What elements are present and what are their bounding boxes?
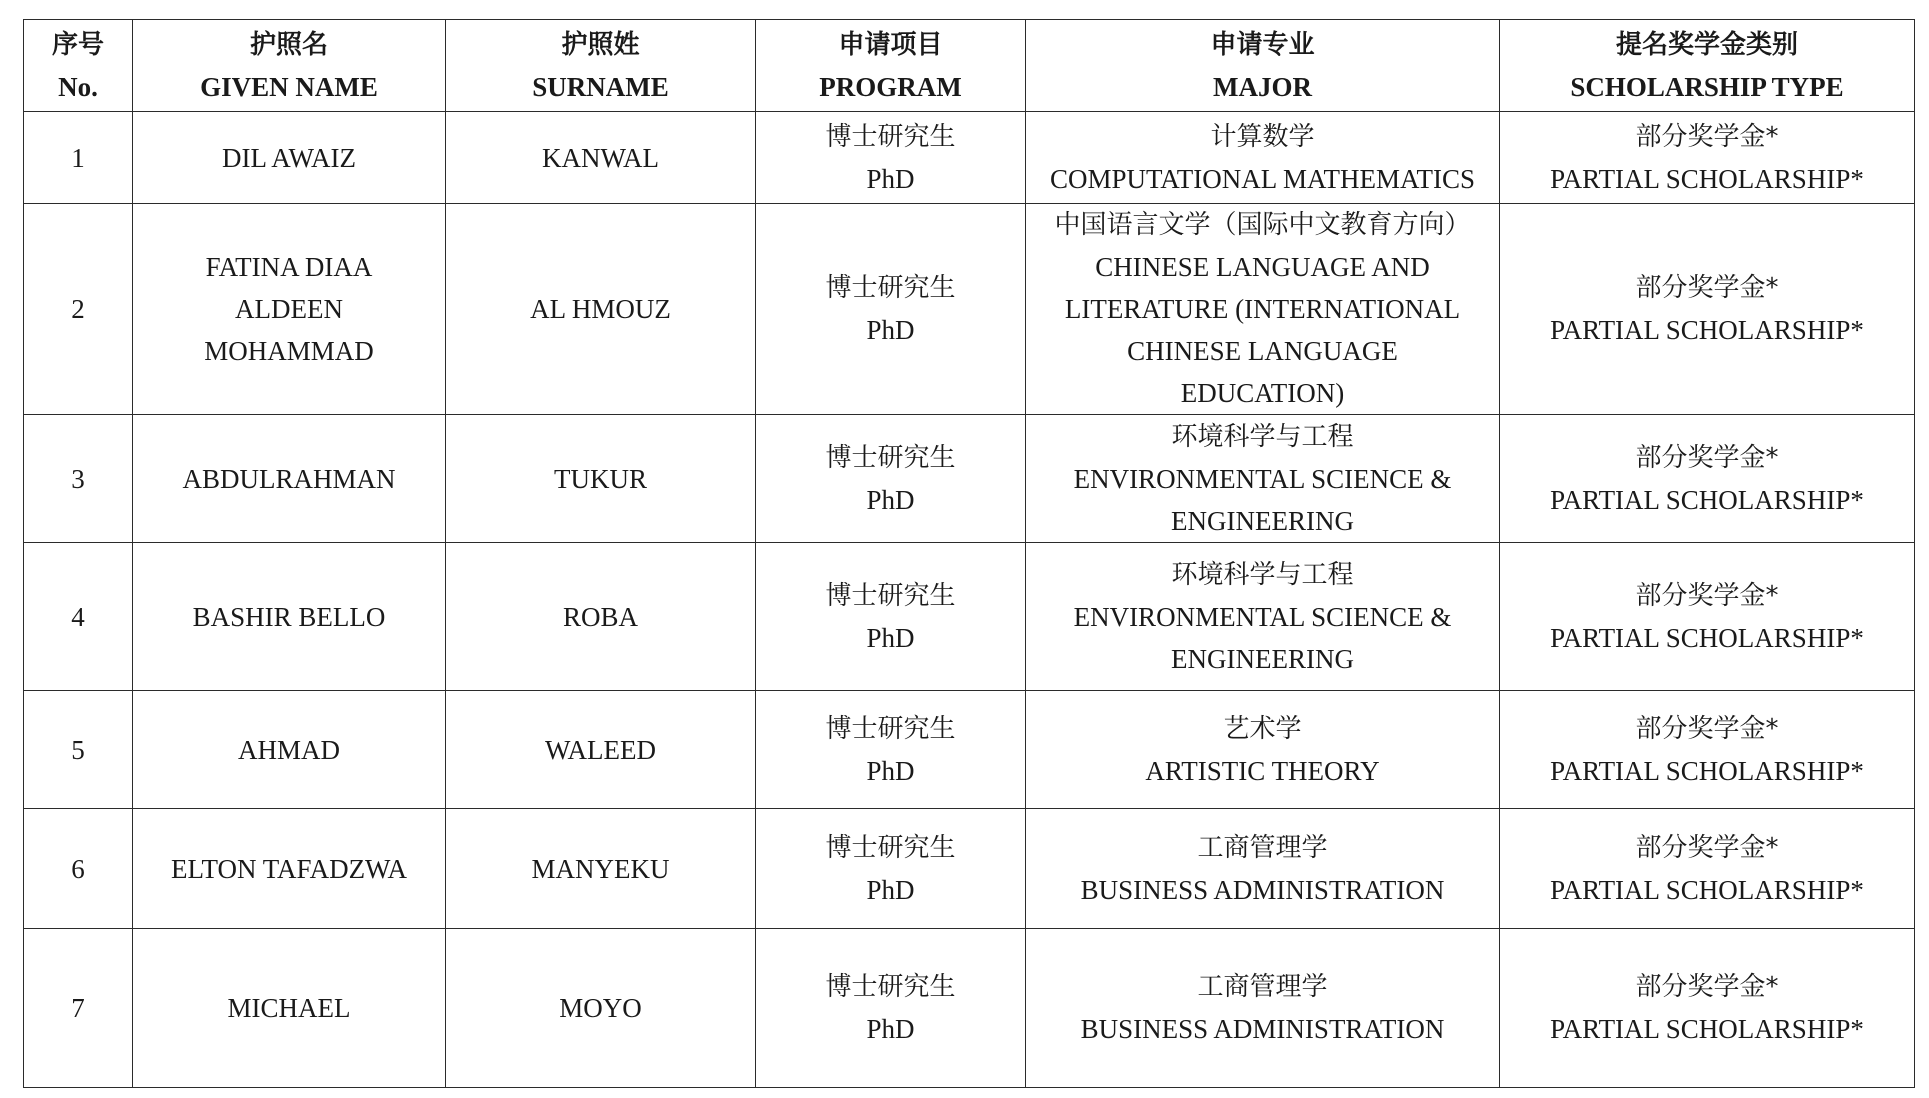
given-name-line: AHMAD (237, 734, 340, 765)
cell-surname (446, 929, 756, 1088)
major-cn: 环境科学与工程 (1171, 421, 1354, 452)
program-en: PhD (866, 163, 915, 194)
major-en-line: LITERATURE (INTERNATIONAL (1064, 294, 1461, 324)
major-en-line: ENGINEERING (1171, 505, 1354, 536)
header-row (24, 20, 1915, 112)
header-number (24, 20, 133, 112)
table-row (24, 204, 1915, 415)
cell-surname (446, 809, 756, 929)
table-row (24, 929, 1915, 1088)
scholarship-cn: 部分奖学金* (1635, 832, 1779, 863)
header-label-en: PROGRAM (819, 71, 962, 102)
cell-given-name (133, 809, 446, 929)
cell-scholarship-type (1500, 809, 1915, 929)
header-label-cn: 护照名 (249, 29, 328, 60)
program-en: PhD (866, 622, 915, 653)
cell-number (24, 112, 133, 204)
scholarship-en: PARTIAL SCHOLARSHIP* (1550, 163, 1864, 194)
program-cn: 博士研究生 (825, 713, 956, 744)
cell-program (756, 543, 1026, 691)
major-en-line: ENVIRONMENTAL SCIENCE & (1073, 601, 1452, 632)
header-label-cn: 申请项目 (838, 29, 943, 60)
header-label-en: GIVEN NAME (200, 71, 378, 102)
program-cn: 博士研究生 (825, 972, 956, 1002)
given-name-line: MICHAEL (227, 993, 351, 1023)
cell-given-name (133, 415, 446, 543)
scholarship-table (23, 19, 1915, 1088)
cell-major (1026, 691, 1500, 809)
scholarship-en: PARTIAL SCHOLARSHIP* (1550, 874, 1864, 905)
header-major (1026, 20, 1500, 112)
cell-number (24, 204, 133, 415)
cell-program (756, 204, 1026, 415)
cell-number (24, 929, 133, 1088)
scholarship-cn: 部分奖学金* (1635, 273, 1779, 303)
program-en: PhD (866, 755, 915, 786)
major-en-line: CHINESE LANGUAGE AND (1095, 252, 1430, 282)
cell-given-name (133, 112, 446, 204)
given-name-line: FATINA DIAA (205, 252, 373, 282)
header-label-cn: 护照姓 (561, 29, 640, 60)
cell-number (24, 415, 133, 543)
given-name-line: BASHIR BELLO (192, 601, 386, 632)
cell-given-name (133, 929, 446, 1088)
cell-major (1026, 415, 1500, 543)
row-number: 3 (71, 463, 85, 494)
surname-text: MOYO (559, 993, 642, 1023)
surname-text: MANYEKU (531, 853, 670, 884)
cell-scholarship-type (1500, 112, 1915, 204)
cell-number (24, 543, 133, 691)
header-label-cn: 提名奖学金类别 (1615, 29, 1798, 60)
cell-major (1026, 929, 1500, 1088)
cell-major (1026, 543, 1500, 691)
cell-major (1026, 204, 1500, 415)
major-cn: 工商管理学 (1197, 972, 1328, 1002)
major-cn: 艺术学 (1223, 713, 1302, 744)
major-cn: 中国语言文学（国际中文教育方向） (1054, 210, 1471, 240)
surname-text: ROBA (562, 601, 638, 632)
cell-given-name (133, 204, 446, 415)
table-row (24, 543, 1915, 691)
cell-surname (446, 415, 756, 543)
major-en-line: ENVIRONMENTAL SCIENCE & (1073, 463, 1452, 494)
header-label-en: SCHOLARSHIP TYPE (1570, 71, 1844, 102)
cell-major (1026, 112, 1500, 204)
cell-scholarship-type (1500, 415, 1915, 543)
cell-major (1026, 809, 1500, 929)
cell-surname (446, 204, 756, 415)
cell-scholarship-type (1500, 204, 1915, 415)
header-label-en: SURNAME (532, 71, 669, 102)
cell-surname (446, 543, 756, 691)
scholarship-cn: 部分奖学金* (1635, 972, 1779, 1002)
header-label-cn: 序号 (51, 29, 104, 60)
cell-program (756, 809, 1026, 929)
cell-given-name (133, 543, 446, 691)
row-number: 6 (71, 853, 85, 884)
program-en: PhD (866, 1014, 915, 1044)
cell-scholarship-type (1500, 691, 1915, 809)
given-name-line: MOHAMMAD (204, 336, 374, 366)
row-number: 1 (71, 142, 85, 173)
program-en: PhD (866, 874, 915, 905)
scholarship-en: PARTIAL SCHOLARSHIP* (1550, 484, 1864, 515)
scholarship-cn: 部分奖学金* (1635, 121, 1779, 152)
given-name-line: ELTON TAFADZWA (170, 853, 408, 884)
header-label-cn: 申请专业 (1210, 29, 1315, 60)
major-en-line: CHINESE LANGUAGE (1127, 336, 1398, 366)
table-row (24, 415, 1915, 543)
scholarship-en: PARTIAL SCHOLARSHIP* (1550, 315, 1864, 345)
major-en-line: COMPUTATIONAL MATHEMATICS (1049, 163, 1476, 194)
scholarship-list-document (23, 19, 1914, 1088)
major-en-line: ARTISTIC THEORY (1145, 755, 1380, 786)
surname-text: AL HMOUZ (530, 294, 671, 324)
major-cn: 计算数学 (1210, 121, 1315, 152)
scholarship-cn: 部分奖学金* (1635, 580, 1779, 611)
header-program (756, 20, 1026, 112)
cell-number (24, 809, 133, 929)
major-en-line: BUSINESS ADMINISTRATION (1080, 1014, 1445, 1044)
cell-number (24, 691, 133, 809)
program-cn: 博士研究生 (825, 121, 956, 152)
scholarship-cn: 部分奖学金* (1635, 442, 1779, 473)
table-row (24, 809, 1915, 929)
program-cn: 博士研究生 (825, 442, 956, 473)
cell-scholarship-type (1500, 929, 1915, 1088)
given-name-line: DIL AWAIZ (221, 142, 357, 173)
header-given-name (133, 20, 446, 112)
row-number: 2 (71, 294, 85, 324)
major-en-line: ENGINEERING (1171, 643, 1354, 674)
cell-scholarship-type (1500, 543, 1915, 691)
cell-program (756, 112, 1026, 204)
surname-text: KANWAL (542, 142, 659, 173)
header-surname (446, 20, 756, 112)
scholarship-cn: 部分奖学金* (1635, 713, 1779, 744)
surname-text: TUKUR (554, 463, 647, 494)
table-body (24, 112, 1915, 1088)
table-row (24, 112, 1915, 204)
program-cn: 博士研究生 (825, 580, 956, 611)
header-scholarship-type (1500, 20, 1915, 112)
scholarship-en: PARTIAL SCHOLARSHIP* (1550, 1014, 1864, 1044)
cell-surname (446, 691, 756, 809)
major-en-line: BUSINESS ADMINISTRATION (1080, 874, 1445, 905)
table-row (24, 691, 1915, 809)
row-number: 7 (71, 993, 85, 1023)
major-cn: 环境科学与工程 (1171, 559, 1354, 590)
cell-program (756, 929, 1026, 1088)
given-name-line: ABDULRAHMAN (182, 463, 396, 494)
program-cn: 博士研究生 (825, 832, 956, 863)
surname-text: WALEED (545, 734, 656, 765)
program-en: PhD (866, 484, 915, 515)
program-en: PhD (866, 315, 915, 345)
scholarship-en: PARTIAL SCHOLARSHIP* (1550, 622, 1864, 653)
scholarship-en: PARTIAL SCHOLARSHIP* (1550, 755, 1864, 786)
header-label-en: No. (58, 71, 98, 102)
given-name-line: ALDEEN (235, 294, 343, 324)
row-number: 5 (71, 734, 85, 765)
cell-program (756, 415, 1026, 543)
major-en-line: EDUCATION) (1180, 378, 1345, 408)
row-number: 4 (71, 601, 85, 632)
major-cn: 工商管理学 (1197, 832, 1328, 863)
cell-given-name (133, 691, 446, 809)
cell-surname (446, 112, 756, 204)
header-label-en: MAJOR (1213, 71, 1312, 102)
cell-program (756, 691, 1026, 809)
program-cn: 博士研究生 (825, 273, 956, 303)
